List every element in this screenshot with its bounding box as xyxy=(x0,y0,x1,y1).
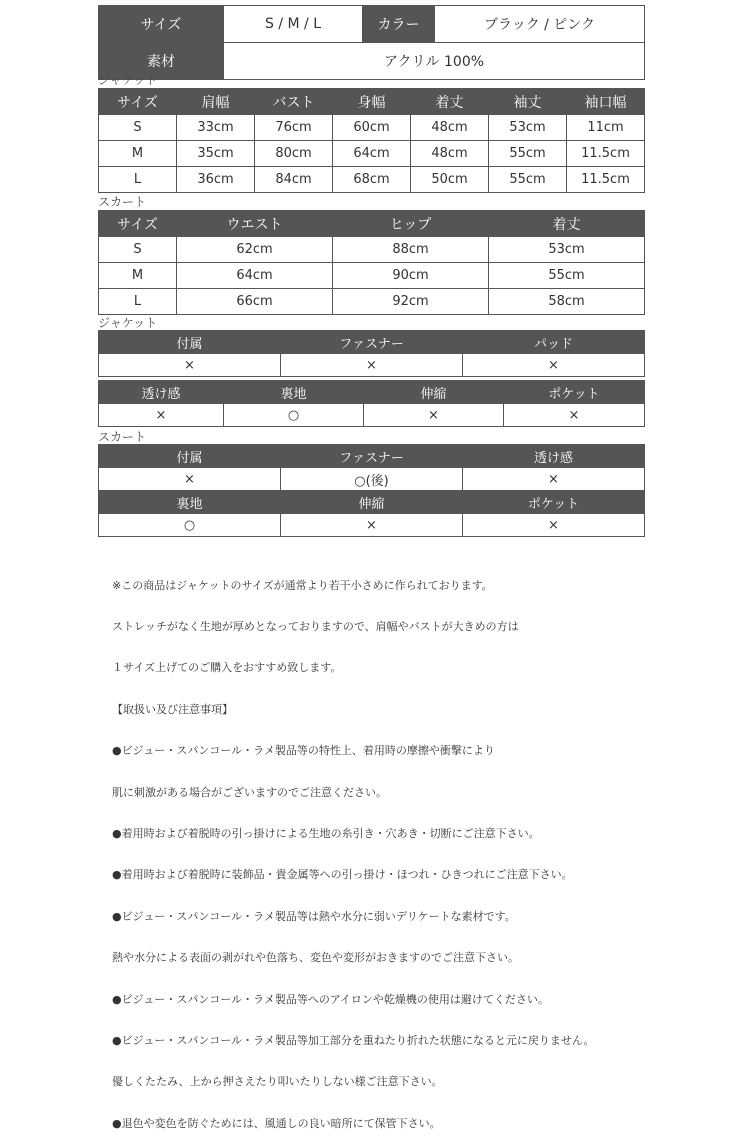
option-header: 裏地 xyxy=(224,381,364,404)
table-cell: 60cm xyxy=(333,115,411,141)
option-value: × xyxy=(504,404,645,427)
note-line: ストレッチがなく生地が厚めとなっておりますので、肩幅やバストが大きめの方は xyxy=(112,619,519,633)
table-cell: 64cm xyxy=(177,263,333,289)
col-header: 袖丈 xyxy=(489,89,567,115)
size-value: S / M / L xyxy=(224,6,363,43)
table-cell: 55cm xyxy=(489,167,567,193)
option-header: ポケット xyxy=(463,491,645,514)
col-header: 身幅 xyxy=(333,89,411,115)
option-value: × xyxy=(99,354,281,377)
option-value: × xyxy=(463,468,645,491)
table-cell: 55cm xyxy=(489,263,645,289)
option-header: ファスナー xyxy=(281,331,463,354)
material-label: 素材 xyxy=(99,43,224,80)
table-cell: 36cm xyxy=(177,167,255,193)
note-line: ●ビジュー・スパンコール・ラメ製品等は熱や水分に弱いデリケートな素材です。 xyxy=(112,909,516,923)
table-cell: 92cm xyxy=(333,289,489,315)
note-line: 肌に刺激がある場合がございますのでご注意ください。 xyxy=(112,785,387,799)
col-header: ヒップ xyxy=(333,211,489,237)
note-line: 【取扱い及び注意事項】 xyxy=(112,702,233,716)
jacket-size-table xyxy=(98,88,645,193)
table-cell: 55cm xyxy=(489,141,567,167)
table-cell: 80cm xyxy=(255,141,333,167)
table-row xyxy=(99,289,645,315)
table-cell: S xyxy=(99,237,177,263)
col-header: サイズ xyxy=(99,89,177,115)
material-value: アクリル 100% xyxy=(224,43,645,80)
note-line: ●着用時および着脱時の引っ掛けによる生地の糸引き・穴あき・切断にご注意下さい。 xyxy=(112,826,540,840)
table-cell: 48cm xyxy=(411,115,489,141)
table-cell: 58cm xyxy=(489,289,645,315)
color-value: ブラック / ピンク xyxy=(435,6,645,43)
table-cell: 64cm xyxy=(333,141,411,167)
skirt-size-label: スカート xyxy=(98,195,147,209)
size-label: サイズ xyxy=(99,6,224,43)
col-header: 袖口幅 xyxy=(567,89,645,115)
option-header: 伸縮 xyxy=(364,381,504,404)
table-cell: 66cm xyxy=(177,289,333,315)
table-row xyxy=(99,263,645,289)
table-cell: M xyxy=(99,263,177,289)
table-row xyxy=(99,141,645,167)
note-line: 優しくたたみ、上から押さえたり叩いたりしない様ご注意下さい。 xyxy=(112,1075,443,1089)
table-row xyxy=(99,115,645,141)
table-row xyxy=(99,237,645,263)
skirt-size-table xyxy=(98,210,645,315)
table-cell: 11.5cm xyxy=(567,167,645,193)
table-cell: 11.5cm xyxy=(567,141,645,167)
option-header: ファスナー xyxy=(281,445,463,468)
note-line: ●ビジュー・スパンコール・ラメ製品等の特性上、着用時の摩擦や衝撃により xyxy=(112,744,495,758)
jacket-options-label: ジャケット xyxy=(98,316,158,330)
option-value: ○ xyxy=(99,514,281,537)
jacket-size-header-row xyxy=(99,89,645,115)
table-cell: 50cm xyxy=(411,167,489,193)
table-cell: 11cm xyxy=(567,115,645,141)
option-value: × xyxy=(463,354,645,377)
table-cell: 88cm xyxy=(333,237,489,263)
note-line: ●ビジュー・スパンコール・ラメ製品等へのアイロンや乾燥機の使用は避けてください。 xyxy=(112,992,549,1006)
table-cell: 68cm xyxy=(333,167,411,193)
col-header: 着丈 xyxy=(489,211,645,237)
jacket-options-table-1 xyxy=(98,330,645,377)
basic-info-table xyxy=(98,5,645,80)
table-cell: 53cm xyxy=(489,237,645,263)
table-cell: 53cm xyxy=(489,115,567,141)
option-header: パッド xyxy=(463,331,645,354)
option-header: 透け感 xyxy=(463,445,645,468)
option-value: × xyxy=(281,354,463,377)
col-header: 肩幅 xyxy=(177,89,255,115)
table-cell: 62cm xyxy=(177,237,333,263)
option-header: 伸縮 xyxy=(281,491,463,514)
option-value: × xyxy=(463,514,645,537)
col-header: ウエスト xyxy=(177,211,333,237)
table-cell: 33cm xyxy=(177,115,255,141)
skirt-options-table-1 xyxy=(98,444,645,537)
option-header: 裏地 xyxy=(99,491,281,514)
table-cell: L xyxy=(99,289,177,315)
note-line: ●ビジュー・スパンコール・ラメ製品等加工部分を重ねたり折れた状態になると元に戻りません。 xyxy=(112,1033,595,1047)
skirt-options-label: スカート xyxy=(98,430,147,444)
col-header: バスト xyxy=(255,89,333,115)
table-cell: M xyxy=(99,141,177,167)
table-cell: 48cm xyxy=(411,141,489,167)
col-header: 着丈 xyxy=(411,89,489,115)
table-cell: S xyxy=(99,115,177,141)
note-line: ●退色や変色を防ぐためには、風通しの良い暗所にて保管下さい。 xyxy=(112,1116,441,1130)
jacket-options-table-2 xyxy=(98,380,645,427)
table-cell: L xyxy=(99,167,177,193)
option-value: × xyxy=(281,514,463,537)
option-value: ○(後) xyxy=(281,468,463,491)
col-header: サイズ xyxy=(99,211,177,237)
note-line: ●着用時および着脱時に装飾品・貴金属等への引っ掛け・ほつれ・ひきつれにご注意下さい。 xyxy=(112,868,573,882)
option-value: × xyxy=(99,468,281,491)
option-value: × xyxy=(364,404,504,427)
option-header: 透け感 xyxy=(99,381,224,404)
option-value: ○ xyxy=(224,404,364,427)
note-line: 熱や水分による表面の剥がれや色落ち、変色や変形がおきますのでご注意下さい。 xyxy=(112,951,519,965)
table-cell: 35cm xyxy=(177,141,255,167)
option-header: 付属 xyxy=(99,331,281,354)
color-label: カラー xyxy=(363,6,435,43)
table-row xyxy=(99,167,645,193)
skirt-size-header-row xyxy=(99,211,645,237)
table-cell: 84cm xyxy=(255,167,333,193)
table-cell: 76cm xyxy=(255,115,333,141)
option-header: ポケット xyxy=(504,381,645,404)
option-header: 付属 xyxy=(99,445,281,468)
option-value: × xyxy=(99,404,224,427)
note-line: １サイズ上げてのご購入をおすすめ致します。 xyxy=(112,661,342,675)
jacket-size-label: ジャケット xyxy=(98,73,158,87)
table-cell: 90cm xyxy=(333,263,489,289)
care-notes xyxy=(112,551,672,1144)
note-line: ※この商品はジャケットのサイズが通常より若干小さめに作られております。 xyxy=(112,578,493,592)
